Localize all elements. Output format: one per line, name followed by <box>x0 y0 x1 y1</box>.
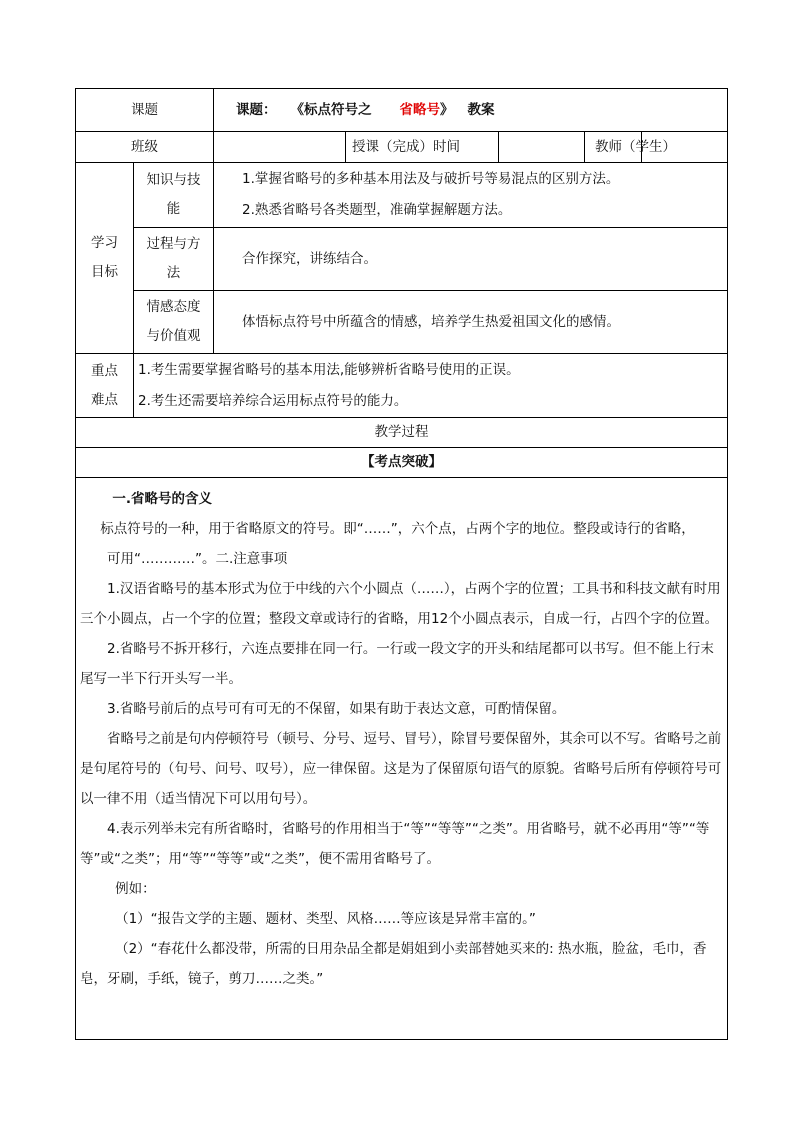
body-paragraph-6: 4.表示列举未完有所省略时，省略号的作用相当于“等”“等等”“之类”。用省略号，就不必再用“等”“等等”或“之类”；用“等”“等等”或“之类”，便不需用省略号了。 <box>80 821 710 867</box>
process-heading-row <box>76 418 728 448</box>
difficulty-item-1: 1.考生需要掌握省略号的基本用法,能够辨析省略号使用的正误。 <box>138 361 520 378</box>
title-highlight: 省略号 <box>399 101 440 118</box>
knowledge-label <box>134 163 214 228</box>
section-heading: 【考点突破】 <box>76 448 728 478</box>
knowledge-item-2: 2.熟悉省略号各类题型，准确掌握解题方法。 <box>242 202 512 218</box>
goal-process-row <box>76 228 728 291</box>
teacher-label: 教师（学生） <box>585 132 642 163</box>
goals-label-line1: 学习 <box>91 235 118 252</box>
goals-label <box>76 163 134 354</box>
body-content <box>76 478 728 1040</box>
body-paragraph-2: 1.汉语省略号的基本形式为位于中线的六个小圆点（……），占两个字的位置；工具书和科技文献有时用三个小圆点，占一个字的位置；整段文章或诗行的省略，用12个小圆点表示，自成一行，占四个字的位置。 <box>80 581 721 627</box>
body-paragraph-1b: 可用“…………”。二.注意事项 <box>107 551 288 567</box>
knowledge-label-line1: 知识与技 <box>146 172 201 189</box>
title-row <box>76 89 728 132</box>
body-paragraph-5: 省略号之前是句内停顿符号（顿号、分号、逗号、冒号），除冒号要保留外，其余可以不写。省略号之前是句尾符号的（句号、问号、叹号），应一律保留。这是为了保留原句语气的原貌。省略号后所有停顿符号可以一律不用（适当情况下可以用句号）。 <box>80 731 722 807</box>
class-label: 班级 <box>76 132 214 163</box>
goals-label-line2: 目标 <box>91 264 118 280</box>
process-label-line1: 过程与方 <box>146 236 201 253</box>
class-value <box>214 132 346 163</box>
emotion-label-line2: 与价值观 <box>146 328 201 344</box>
difficulty-row <box>76 354 728 418</box>
difficulty-label <box>76 354 134 418</box>
process-label-line2: 法 <box>166 265 181 281</box>
teaching-process-heading: 教学过程 <box>76 418 728 448</box>
process-label <box>134 228 214 291</box>
section-heading-row <box>76 448 728 478</box>
body-paragraph-3: 2.省略号不拆开移行，六连点要排在同一行。一行或一段文字的开头和结尾都可以书写。但不能上行末尾写一半下行开头写一半。 <box>80 641 714 687</box>
goal-emotion-row <box>76 291 728 354</box>
process-goal: 合作探究，讲练结合。 <box>214 228 728 291</box>
body-example-1: （1）“报告文学的主题、题材、类型、风格……等应该是异常丰富的。” <box>115 911 536 927</box>
emotion-goal: 体悟标点符号中所蕴含的情感，培养学生热爱祖国文化的感情。 <box>214 291 728 354</box>
body-paragraph-4: 3.省略号前后的点号可有可无的不保留，如果有助于表达文意，可酌情保留。 <box>107 701 566 717</box>
body-example-2: （2）“春花什么都没带，所需的日用杂品全都是娟姐到小卖部替她买来的: 热水瓶，脸盆，毛巾，香皂，牙刷，手纸，镜子，剪刀……之类。” <box>80 941 707 987</box>
title-book-close: 》 <box>440 101 454 118</box>
knowledge-item-1: 1.掌握省略号的多种基本用法及与破折号等易混点的区别方法。 <box>242 171 620 188</box>
lesson-title <box>214 89 728 132</box>
knowledge-label-line2: 能 <box>166 201 181 217</box>
title-suffix: 教案 <box>467 101 495 118</box>
lesson-plan-table <box>75 88 728 1040</box>
knowledge-goals <box>214 163 728 228</box>
body-row <box>76 478 728 1040</box>
body-heading-1: 一.省略号的含义 <box>112 491 213 507</box>
body-paragraph-1a: 标点符号的一种，用于省略原文的符号。即“……”，六个点，占两个字的地位。整段或诗行的省略， <box>100 521 695 537</box>
emotion-label <box>134 291 214 354</box>
emotion-label-line1: 情感态度 <box>146 299 201 316</box>
topic-label: 课题 <box>76 89 214 132</box>
time-label: 授课（完成）时间 <box>346 132 499 163</box>
difficulty-item-2: 2.考生还需要培养综合运用标点符号的能力。 <box>138 392 408 409</box>
difficulty-label-line1: 重点 <box>91 362 118 379</box>
title-prefix: 课题： <box>236 101 277 118</box>
body-example-label: 例如： <box>115 881 156 897</box>
goal-knowledge-row <box>76 163 728 228</box>
title-book-open: 《标点符号之 <box>290 101 372 118</box>
difficulty-label-line2: 难点 <box>91 391 118 408</box>
difficulty-content <box>134 354 728 418</box>
time-value <box>499 132 585 163</box>
info-row <box>76 132 728 163</box>
